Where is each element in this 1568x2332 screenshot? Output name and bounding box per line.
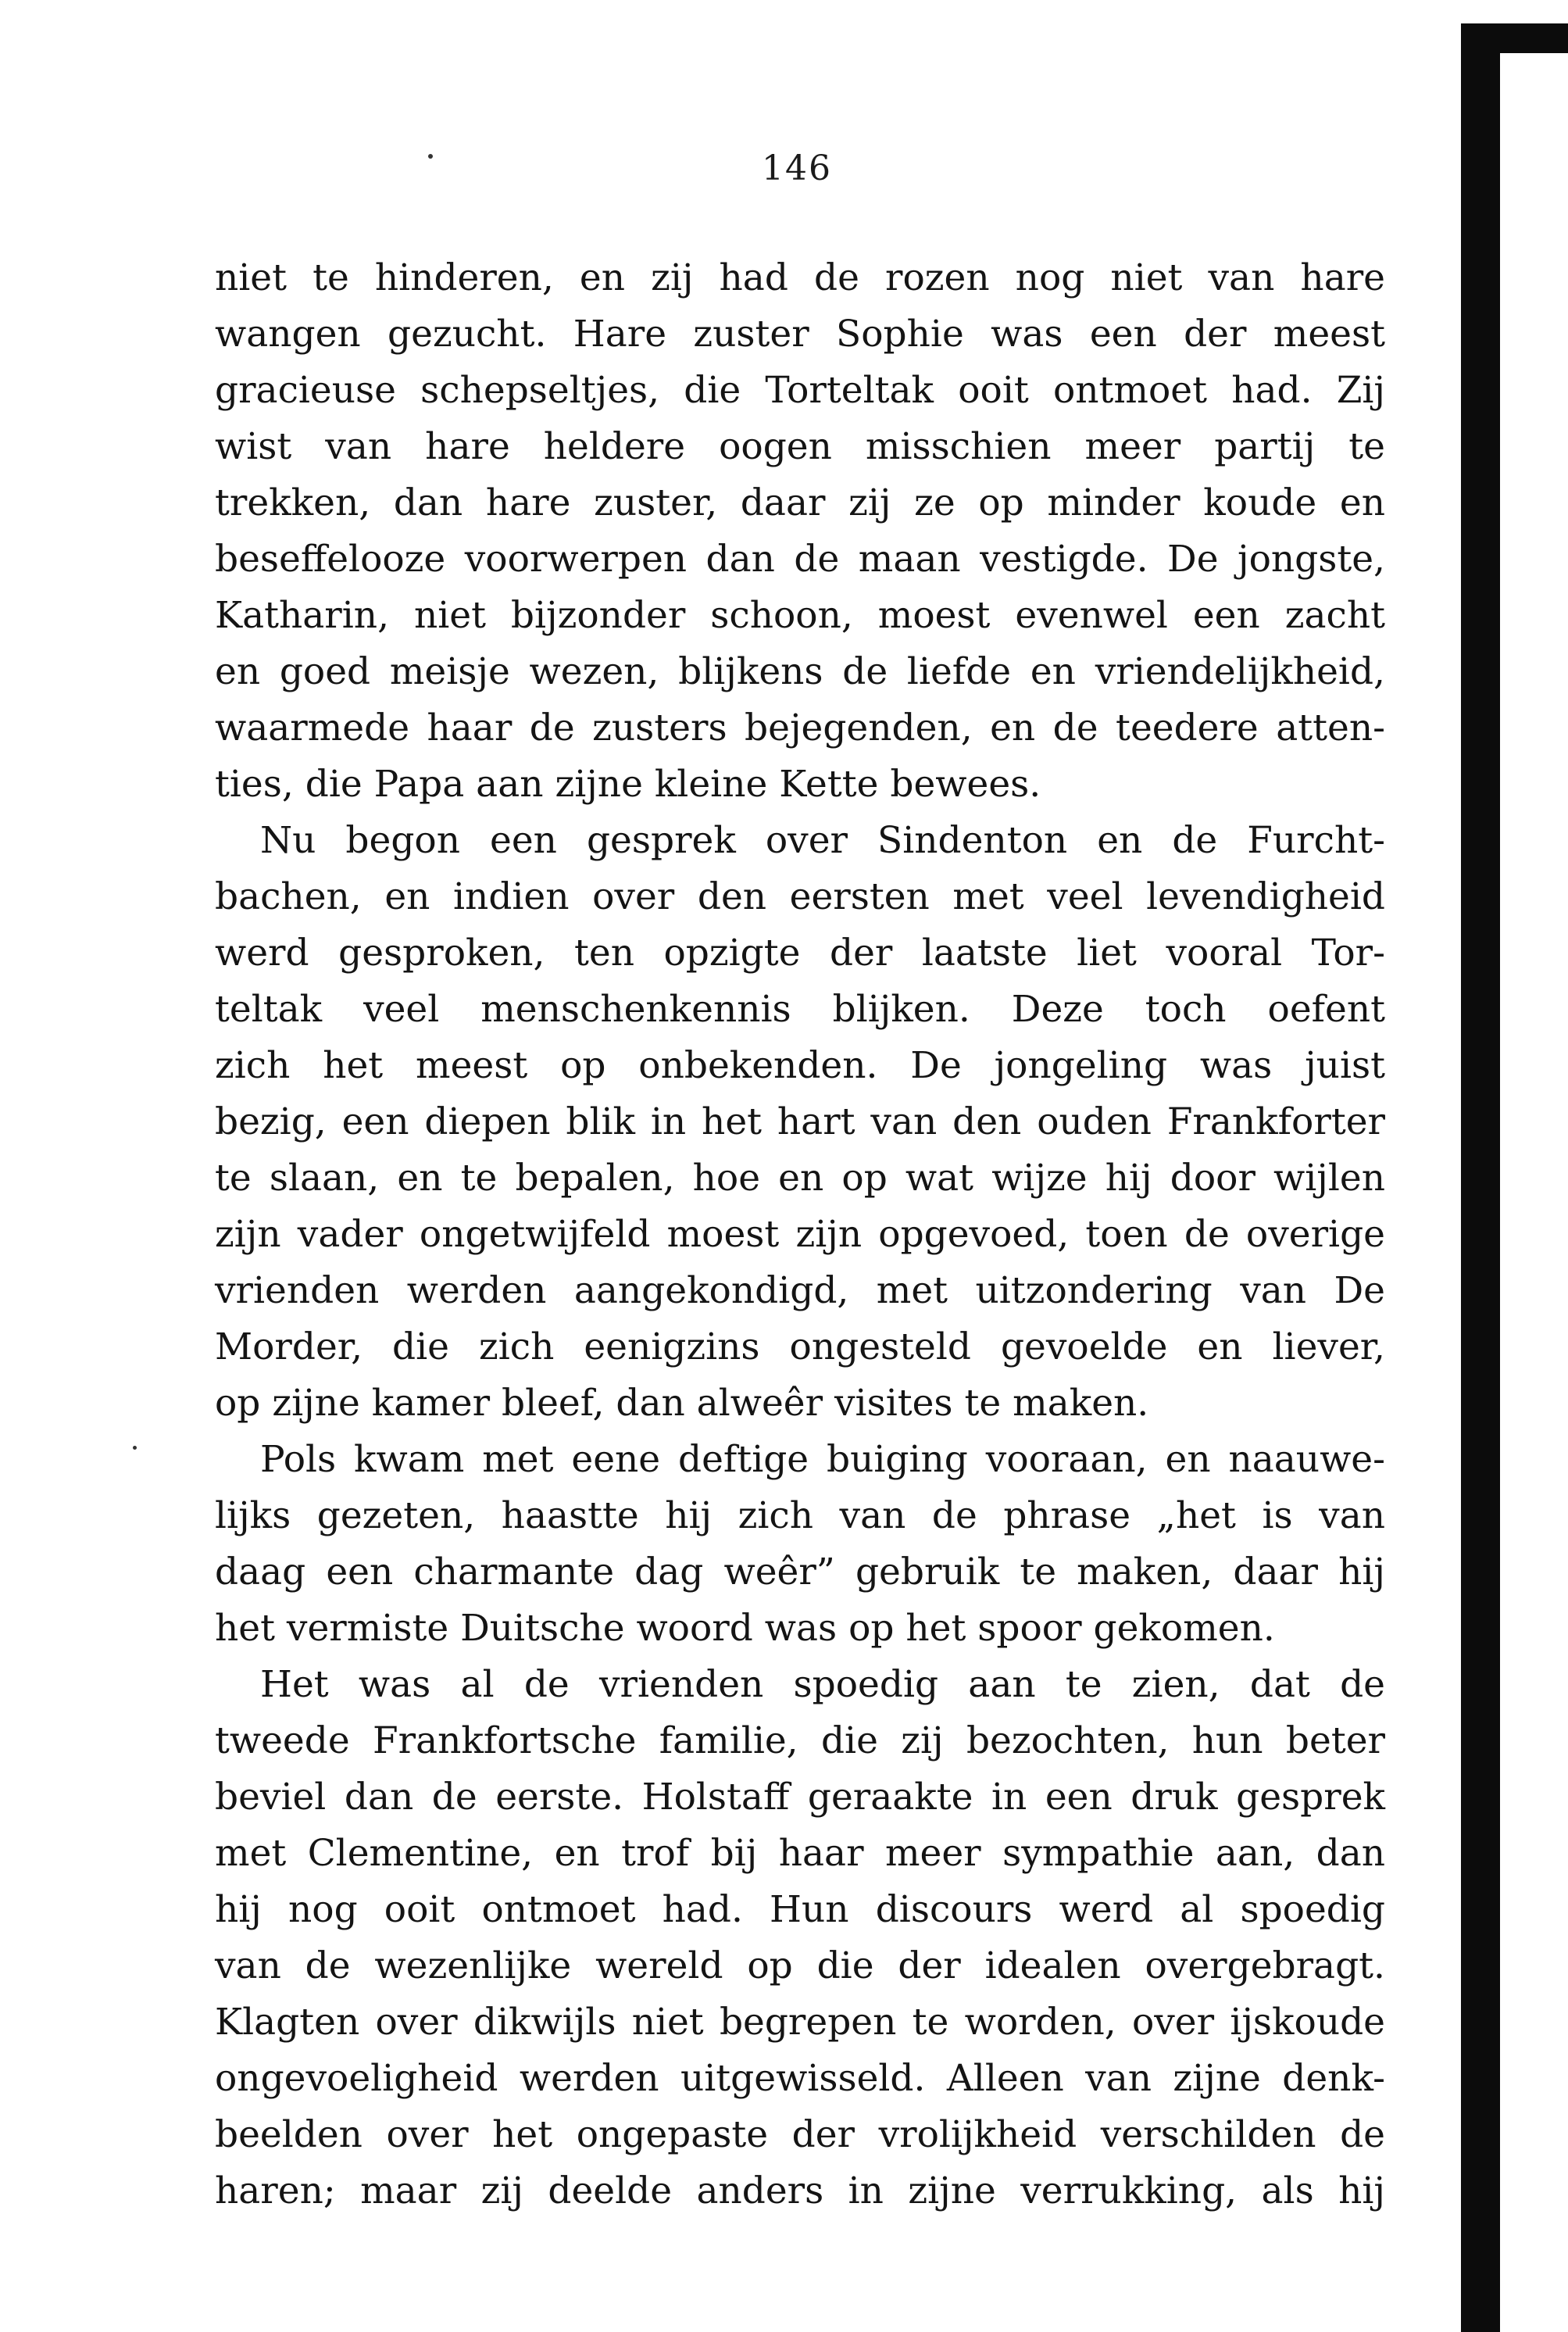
text-line: en goed meisje wezen, blijkens de liefde en vriendelijkheid,	[215, 650, 1385, 693]
text-line: bezig, een diepen blik in het hart van den ouden Frankforter	[215, 1100, 1385, 1143]
text-line: zijn vader ongetwijfeld moest zijn opgevoed, toen de overige	[215, 1213, 1385, 1256]
text-line: bachen, en indien over den eersten met veel levendigheid	[215, 875, 1385, 918]
text-line: Nu begon een gesprek over Sindenton en de Furcht-	[260, 819, 1385, 862]
text-line: tweede Frankfortsche familie, die zij bezochten, hun beter	[215, 1719, 1385, 1762]
scan-edge-bar-top	[1461, 23, 1568, 53]
text-line: Katharin, niet bijzonder schoon, moest evenwel een zacht	[215, 594, 1385, 637]
text-line: hij nog ooit ontmoet had. Hun discours werd al spoedig	[215, 1888, 1385, 1931]
text-line: beseffelooze voorwerpen dan de maan vestigde. De jongste,	[215, 538, 1385, 581]
text-line: op zijne kamer bleef, dan alweêr visites te maken.	[215, 1382, 1149, 1425]
text-line: zich het meest op onbekenden. De jongeling was juist	[215, 1044, 1385, 1087]
text-line: beviel dan de eerste. Holstaff geraakte in een druk gesprek	[215, 1776, 1385, 1819]
text-line: Pols kwam met eene deftige buiging vooraan, en naauwe-	[260, 1438, 1385, 1481]
text-line: beelden over het ongepaste der vrolijkheid verschilden de	[215, 2113, 1385, 2156]
text-line: haren; maar zij deelde anders in zijne verrukking, als hij	[215, 2169, 1385, 2212]
text-line: met Clementine, en trof bij haar meer sympathie aan, dan	[215, 1832, 1385, 1875]
text-line: werd gesproken, ten opzigte der laatste liet vooral Tor-	[215, 932, 1385, 975]
page-number: 146	[762, 148, 832, 188]
paper-speck	[428, 154, 433, 159]
text-line: Klagten over dikwijls niet begrepen te worden, over ijskoude	[215, 2001, 1385, 2044]
scan-edge-bar	[1461, 23, 1500, 2332]
text-line: ongevoeligheid werden uitgewisseld. Alleen van zijne denk-	[215, 2057, 1385, 2100]
text-line: het vermiste Duitsche woord was op het spoor gekomen.	[215, 1607, 1275, 1650]
text-line: daag een charmante dag weêr” gebruik te maken, daar hij	[215, 1550, 1385, 1593]
text-line: teltak veel menschenkennis blijken. Deze toch oefent	[215, 988, 1385, 1031]
body-text	[215, 250, 1385, 2219]
text-line: waarmede haar de zusters bejegenden, en de teedere atten-	[215, 706, 1385, 749]
text-line: wist van hare heldere oogen misschien meer partij te	[215, 425, 1385, 468]
text-line: niet te hinderen, en zij had de rozen nog niet van hare	[215, 256, 1385, 299]
text-line: gracieuse schepseltjes, die Torteltak ooit ontmoet had. Zij	[215, 369, 1385, 412]
text-line: te slaan, en te bepalen, hoe en op wat wijze hij door wijlen	[215, 1157, 1385, 1200]
text-line: Het was al de vrienden spoedig aan te zien, dat de	[260, 1663, 1385, 1706]
text-line: van de wezenlijke wereld op die der idealen overgebragt.	[215, 1944, 1385, 1987]
text-line: wangen gezucht. Hare zuster Sophie was een der meest	[215, 313, 1385, 356]
paper-speck	[133, 1446, 137, 1450]
text-line: lijks gezeten, haastte hij zich van de phrase „het is van	[215, 1494, 1385, 1537]
text-line: vrienden werden aangekondigd, met uitzondering van De	[215, 1269, 1385, 1312]
text-line: ties, die Papa aan zijne kleine Kette bewees.	[215, 763, 1041, 806]
text-line: trekken, dan hare zuster, daar zij ze op minder koude en	[215, 481, 1385, 524]
text-line: Morder, die zich eenigzins ongesteld gevoelde en liever,	[215, 1325, 1385, 1368]
